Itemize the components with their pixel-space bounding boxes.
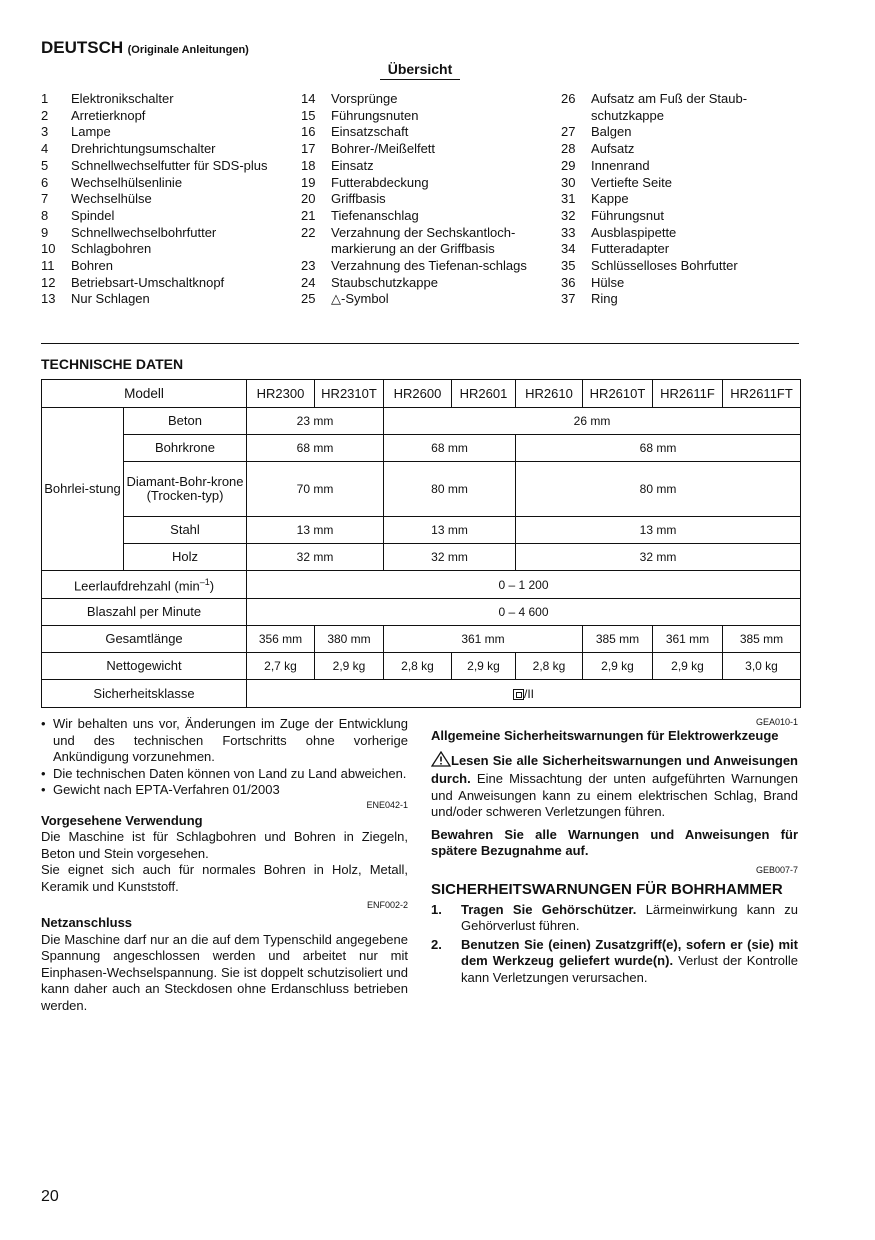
table-row	[42, 462, 801, 517]
value-cell: 80 mm	[384, 462, 516, 517]
list-item: 8 Spindel	[41, 207, 115, 223]
value-cell: 2,9 kg	[583, 653, 653, 680]
language-subtitle: (Originale Anleitungen)	[127, 44, 249, 56]
model-cell: HR2611F	[653, 380, 723, 408]
value-cell: 361 mm	[653, 626, 723, 653]
list-item: • Wir behalten uns vor, Änderungen im Zuge der Entwicklung und des technischen Fortschritts ohne vorherige Ankündigung vorzunehmen.	[41, 716, 408, 764]
table-row	[42, 680, 801, 708]
table-row	[42, 380, 801, 408]
value-cell: 68 mm	[384, 435, 516, 462]
list-item: 32 Führungsnut	[561, 207, 664, 223]
model-cell: HR2611FT	[723, 380, 801, 408]
list-item: 20 Griffbasis	[301, 191, 386, 207]
list-item: • Die technischen Daten können von Land zu Land abweichen.	[41, 765, 407, 781]
table-row	[42, 653, 801, 680]
doc-code: ENE042-1	[366, 799, 408, 810]
list-item: 11 Bohren	[41, 258, 113, 274]
value-cell: 13 mm	[247, 517, 384, 544]
list-item: 25 △-Symbol	[301, 291, 389, 307]
row-label: Leerlaufdrehzahl $(\min^{-1})$	[42, 571, 247, 599]
parts-list-col3	[561, 91, 776, 308]
tech-data-heading: TECHNISCHE DATEN	[41, 356, 184, 372]
list-item: 34 Futteradapter	[561, 241, 670, 257]
list-item: 30 Vertiefte Seite	[561, 174, 672, 190]
value-cell: 13 mm	[516, 517, 801, 544]
parts-list-col1	[41, 91, 281, 308]
value-cell: 385 mm	[723, 626, 801, 653]
value-cell: 32 mm	[384, 544, 516, 571]
value-cell: 80 mm	[516, 462, 801, 517]
power-supply-heading: Netzanschluss	[41, 915, 133, 930]
value-cell: 0 – 4 600	[247, 599, 801, 626]
list-item: 33 Ausblaspipette	[561, 224, 677, 240]
model-cell: HR2610T	[583, 380, 653, 408]
row-label: Nettogewicht	[42, 653, 247, 680]
value-cell: 2,7 kg	[247, 653, 315, 680]
value-cell: 2,9 kg	[653, 653, 723, 680]
table-row	[42, 571, 801, 599]
list-item: 19 Futterabdeckung	[301, 174, 429, 190]
row-label: Diamant-Bohr-krone (Trocken-typ)	[124, 462, 247, 517]
value-cell: 0 – 1 200	[247, 571, 801, 599]
value-cell: 380 mm	[315, 626, 384, 653]
list-item: 17 Bohrer-/Meißelfett	[301, 141, 436, 157]
table-row	[42, 408, 801, 435]
section-divider	[41, 343, 799, 344]
paragraph: Lesen Sie alle Sicherheitswarnungen und Anweisungen durch. Eine Missachtung der unten aufgeführten Warnungen und Anweisungen kann zu einem elektrischen Schlag, Brand und/oder schweren Verletzungen führen.	[431, 752, 798, 819]
hammer-warnings-heading: SICHERHEITSWARNUNGEN FÜR BOHRHAMMER	[431, 880, 783, 898]
left-column	[41, 716, 408, 1014]
model-cell: HR2600	[384, 380, 452, 408]
list-item: 35 Schlüsselloses Bohrfutter	[561, 258, 738, 274]
value-cell: 26 mm	[384, 408, 801, 435]
page-number: 20	[41, 1188, 59, 1205]
list-item: 2 Arretierknopf	[41, 107, 146, 123]
list-item: 29 Innenrand	[561, 157, 650, 173]
list-item: 14 Vorsprünge	[301, 91, 398, 106]
list-item: 7 Wechselhülse	[41, 191, 152, 207]
general-warnings-heading: Allgemeine Sicherheitswarnungen für Elektrowerkzeuge	[431, 728, 779, 743]
list-item: 21 Tiefenanschlag	[301, 207, 419, 223]
list-item: 36 Hülse	[561, 274, 625, 290]
value-cell: 23 mm	[247, 408, 384, 435]
list-item: 28 Aufsatz	[561, 141, 635, 157]
value-cell: 2,9 kg	[452, 653, 516, 680]
model-cell: HR2610	[516, 380, 583, 408]
doc-code: GEA010-1	[755, 717, 798, 727]
value-cell: 2,8 kg	[516, 653, 583, 680]
value-cell: 32 mm	[247, 544, 384, 571]
value-cell: 385 mm	[583, 626, 653, 653]
value-cell: 361 mm	[384, 626, 583, 653]
row-label: Stahl	[124, 517, 247, 544]
value-cell: 13 mm	[384, 517, 516, 544]
list-item: 13 Nur Schlagen	[41, 291, 150, 307]
warning-icon	[431, 751, 451, 772]
paragraph: Die Maschine ist für Schlagbohren und Bohren in Ziegeln, Beton und Stein vorgesehen.	[41, 829, 408, 861]
list-item: 24 Staubschutzkappe	[301, 274, 438, 290]
value-cell: 2,9 kg	[315, 653, 384, 680]
table-row	[42, 544, 801, 571]
paragraph: Sie eignet sich auch für normales Bohren in Holz, Metall, Keramik und Kunststoff.	[41, 862, 408, 894]
list-item: 26 Aufsatz am Fuß der Staub-schutzkappe	[561, 91, 748, 123]
value-cell: 68 mm	[247, 435, 384, 462]
row-label: Blaszahl per Minute	[42, 599, 247, 626]
list-item: 31 Kappe	[561, 191, 629, 207]
language-title	[41, 38, 249, 58]
doc-code: GEB007-7	[755, 864, 798, 875]
table-row	[42, 599, 801, 626]
list-item: • Gewicht nach EPTA-Verfahren 01/2003	[41, 782, 280, 797]
list-item: 37 Ring	[561, 291, 618, 307]
list-item: 15 Führungsnuten	[301, 107, 419, 123]
model-cell: HR2300	[247, 380, 315, 408]
list-item: 9 Schnellwechselbohrfutter	[41, 224, 217, 240]
value-cell: 356 mm	[247, 626, 315, 653]
list-item: 22 Verzahnung der Sechskantloch-markierung an der Griffbasis	[301, 224, 516, 257]
table-row	[42, 626, 801, 653]
list-item: 1 Elektronikschalter	[41, 91, 174, 106]
list-item: 18 Einsatz	[301, 157, 374, 173]
bohrleistung-label: Bohrlei-stung	[42, 408, 124, 571]
model-cell: HR2310T	[315, 380, 384, 408]
double-insulation-icon	[513, 689, 524, 700]
list-item: 6 Wechselhülsenlinie	[41, 174, 183, 190]
row-label: Bohrkrone	[124, 435, 247, 462]
parts-list-col2	[301, 91, 546, 308]
list-item: 5 Schnellwechselfutter für SDS-plus	[41, 157, 268, 173]
list-item: 4 Drehrichtungsumschalter	[41, 141, 216, 157]
value-cell: 3,0 kg	[723, 653, 801, 680]
row-label: Holz	[124, 544, 247, 571]
table-row	[42, 517, 801, 544]
tech-data-table	[41, 379, 801, 708]
keep-instructions-note: Bewahren Sie alle Warnungen und Anweisungen für spätere Bezugnahme auf.	[431, 826, 798, 858]
overview-title: Übersicht	[380, 61, 460, 80]
value-cell: /II	[247, 680, 801, 708]
row-label: Sicherheitsklasse	[42, 680, 247, 708]
model-cell: HR2601	[452, 380, 516, 408]
row-label: Gesamtlänge	[42, 626, 247, 653]
list-item: 10 Schlagbohren	[41, 241, 152, 257]
list-item: 12 Betriebsart-Umschaltknopf	[41, 274, 225, 290]
list-item: 23 Verzahnung des Tiefenan-schlags	[301, 258, 527, 274]
value-cell: 32 mm	[516, 544, 801, 571]
list-item: 16 Einsatzschaft	[301, 124, 409, 140]
doc-code: ENF002-2	[366, 900, 408, 910]
right-column	[431, 716, 798, 986]
list-item: 1. Tragen Sie Gehörschützer. Lärmeinwirkung kann zu Gehörverlust führen.	[431, 901, 798, 933]
list-item: 3 Lampe	[41, 124, 111, 140]
row-label: Beton	[124, 408, 247, 435]
intended-use-heading: Vorgesehene Verwendung	[41, 812, 203, 828]
paragraph: Die Maschine darf nur an die auf dem Typenschild angegebene Spannung angeschlossen werden und arbeitet nur mit Einphasen-Wechselspannung. Sie ist doppelt schutzisoliert und kann daher auch an Steckdosen ohne Erdanschluss betrieben werden.	[41, 931, 408, 1013]
value-cell: 68 mm	[516, 435, 801, 462]
model-label: Modell	[42, 380, 247, 408]
table-row	[42, 435, 801, 462]
value-cell: 70 mm	[247, 462, 384, 517]
list-item: 27 Balgen	[561, 124, 632, 140]
list-item: 2. Benutzen Sie (einen) Zusatzgriff(e), sofern er (sie) mit dem Werkzeug geliefert wurde(n). Verlust der Kontrolle kann Verletzungen verursachen.	[431, 936, 798, 985]
language-label: DEUTSCH	[41, 38, 124, 57]
value-cell: 2,8 kg	[384, 653, 452, 680]
